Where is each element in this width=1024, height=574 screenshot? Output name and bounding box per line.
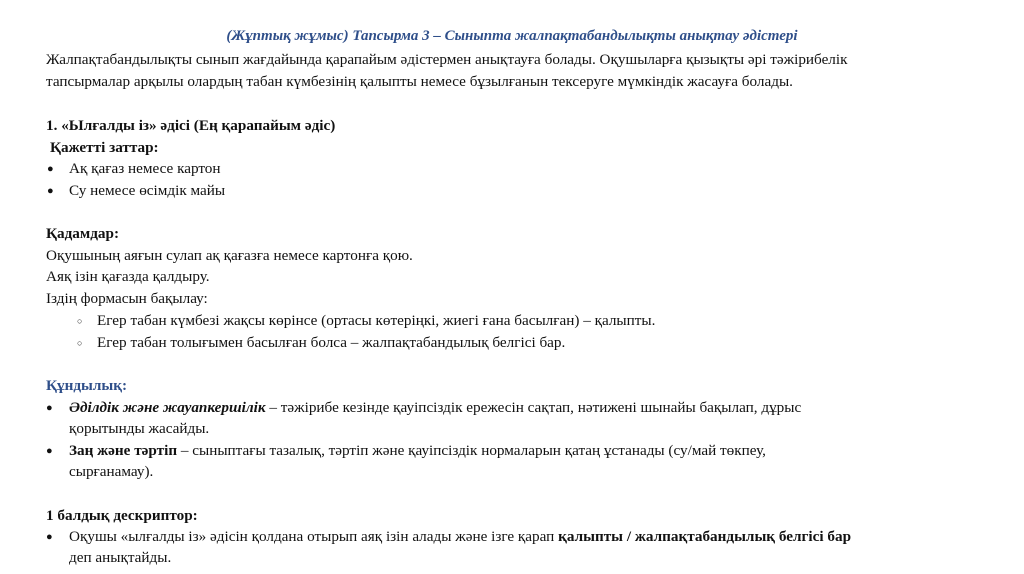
value-term: Әділдік және жауапкершілік (69, 399, 266, 416)
needs-item: Ақ қағаз немесе картон (69, 160, 221, 177)
step-sub-item: Егер табан күмбезі жақсы көрінсе (ортасы көтеріңкі, жиегі ғана басылған) – қалыпты. (97, 312, 656, 329)
intro-line-2: тапсырмалар арқылы олардың табан күмбезінің қалыпты немесе бұзылғанын тексеруге мүмкіндік жасауға болады. (46, 73, 793, 90)
value-item (69, 398, 801, 418)
step-item: Оқушының аяғын сулап ақ қағазға немесе картонға қою. (46, 247, 413, 264)
bullet-icon: ● (47, 185, 54, 197)
step-sub-item: Егер табан толығымен басылған болса – жалпақтабандылық белгісі бар. (97, 334, 566, 351)
value-text: – сыныптағы тазалық, тәртіп және қауіпсіздік нормаларын қатаң ұстанады (су/май төкпеу, (177, 442, 766, 459)
value-term: Заң және тәртіп (69, 442, 178, 459)
bullet-icon: ● (47, 163, 54, 175)
descriptor-heading: 1 балдық дескриптор: (46, 507, 198, 524)
steps-heading: Қадамдар: (46, 225, 120, 242)
descriptor-text (69, 527, 851, 547)
descriptor-text-a: Оқушы «ылғалды із» әдісін қолдана отырып аяқ ізін алады және ізге қарап (69, 528, 559, 545)
descriptor-text-cont: деп анықтайды. (69, 549, 172, 566)
needs-item: Су немесе өсімдік майы (69, 182, 226, 199)
step-item: Іздің формасын бақылау: (46, 290, 208, 307)
intro-line-1: Жалпақтабандылықты сынып жағдайында қарапайым әдістермен анықтауға болады. Оқушыларға қызықты әрі тәжірибелік (46, 51, 848, 68)
value-item (69, 441, 766, 461)
descriptor-text-bold: қалыпты / жалпақтабандылық белгісі бар (558, 528, 852, 545)
value-text-cont: сырғанамау). (69, 463, 154, 480)
bullet-icon: ● (46, 402, 53, 414)
value-text-cont: қорытынды жасайды. (69, 420, 210, 437)
bullet-icon: ● (46, 531, 53, 543)
values-heading: Құндылық: (46, 377, 128, 394)
needs-heading: Қажетті заттар: (50, 139, 159, 156)
circle-bullet-icon: ○ (77, 338, 83, 348)
bullet-icon: ● (46, 445, 53, 457)
circle-bullet-icon: ○ (77, 316, 83, 326)
value-text: – тәжірибе кезінде қауіпсіздік ережесін сақтап, нәтижені шынайы бақылап, дұрыс (265, 399, 802, 416)
page-title: (Жұптық жұмыс) Тапсырма 3 – Сыныпта жалпақтабандылықты анықтау әдістері (226, 28, 798, 44)
method-heading: 1. «Ылғалды із» әдісі (Ең қарапайым әдіс) (46, 117, 336, 134)
step-item: Аяқ ізін қағазда қалдыру. (46, 268, 210, 285)
